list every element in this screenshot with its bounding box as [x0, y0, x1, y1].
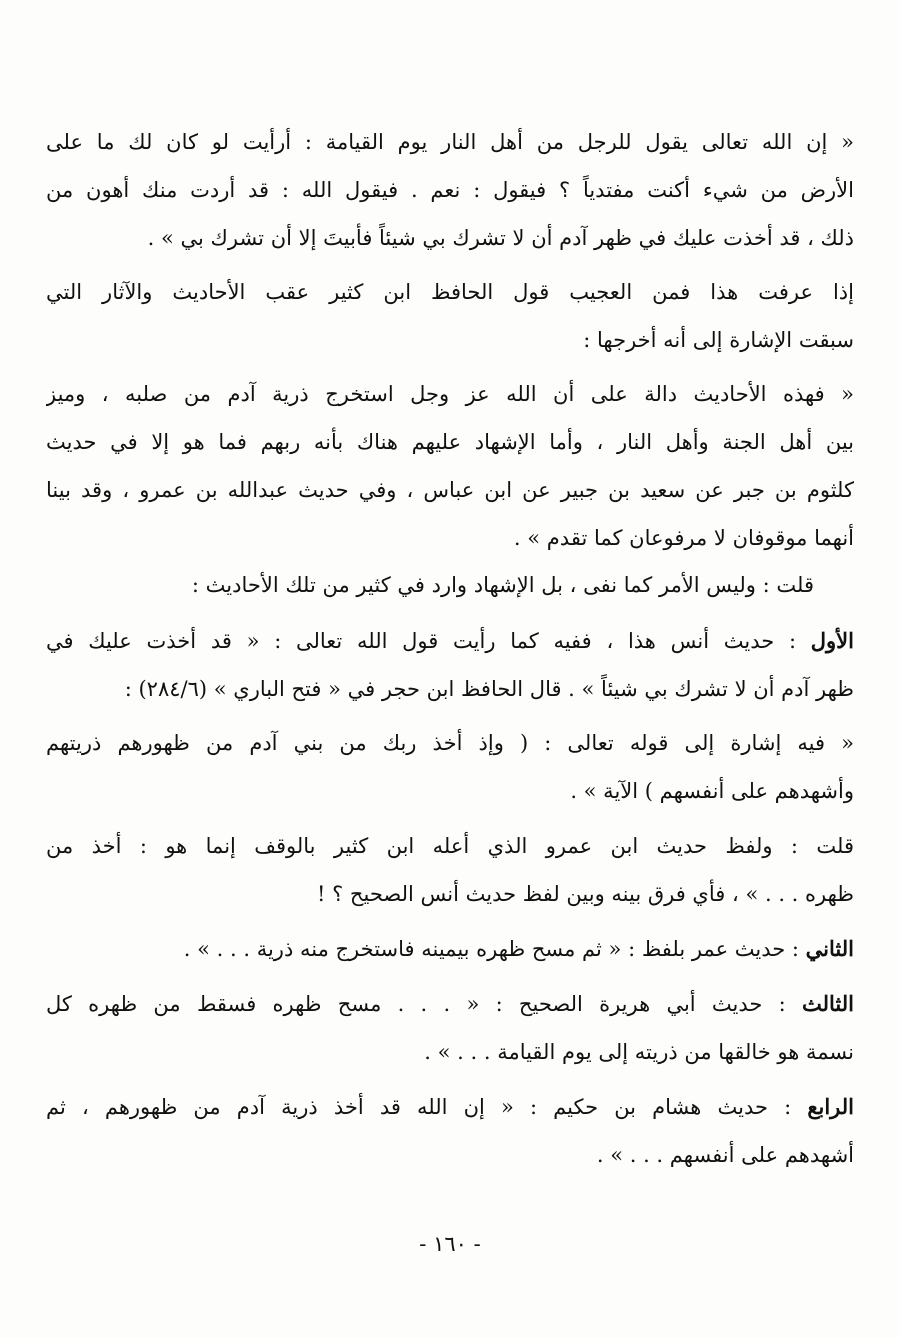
text-segment: : حديث عمر بلفظ : « ثم مسح ظهره بيمينه فاستخرج منه ذرية . . . » .	[183, 937, 806, 961]
text-line: ظهره . . . » ، فأي فرق بينه وبين لفظ حديث أنس الصحيح ؟ !	[317, 882, 854, 906]
text-line: أنهما موقوفان لا مرفوعان كما تقدم » .	[513, 526, 854, 550]
text-segment: : حديث أنس هذا ، ففيه كما رأيت قول الله تعالى : « قد أخذت عليك في	[46, 629, 811, 653]
evidence-heading: الرابع	[807, 1094, 854, 1119]
text-line: ذلك ، قد أخذت عليك في ظهر آدم أن لا تشرك بي شيئاً فأبيتَ إلا أن تشرك بي » .	[147, 226, 854, 250]
text-line: « فهذه الأحاديث دالة على أن الله عز وجل استخرج ذرية آدم من صلبه ، وميز	[46, 382, 854, 406]
text-line	[46, 925, 854, 973]
paragraph-ibn-kathir-quote	[46, 370, 854, 562]
text-segment: : حديث أبي هريرة الصحيح : « . . . مسح ظهره فسقط من ظهره كل	[46, 992, 802, 1016]
text-line	[46, 617, 854, 665]
text-line	[46, 1083, 854, 1131]
paragraph-rebuttal	[46, 561, 854, 609]
text-line: قلت : ولفظ حديث ابن عمرو الذي أعله ابن كثير بالوقف إنما هو : أخذ من	[46, 834, 854, 858]
text-line: الأرض من شيء أكنت مفتدياً ؟ فيقول : نعم . فيقول الله : قد أردت منك أهون من	[46, 178, 854, 202]
text-line: إذا عرفت هذا فمن العجيب قول الحافظ ابن كثير عقب الأحاديث والآثار التي	[46, 280, 854, 304]
paragraph-ibn-hajar-quote	[46, 719, 854, 815]
text-line: ظهر آدم أن لا تشرك بي شيئاً » . قال الحافظ ابن حجر في « فتح الباري » (٢٨٤/٦) :	[124, 677, 854, 701]
paragraph-first-evidence	[46, 617, 854, 713]
paragraph-ibn-kathir-intro	[46, 268, 854, 364]
paragraph-second-evidence	[46, 925, 854, 973]
paragraph-hadith-quote	[46, 118, 854, 262]
text-line	[46, 980, 854, 1028]
text-line: نسمة هو خالقها من ذريته إلى يوم القيامة . . . » .	[424, 1040, 854, 1064]
paragraph-ibn-amr-note	[46, 822, 854, 918]
evidence-heading: الثالث	[802, 991, 854, 1016]
text-line: أشهدهم على أنفسهم . . . » .	[596, 1143, 854, 1167]
text-segment: : حديث هشام بن حكيم : « إن الله قد أخذ ذرية آدم من ظهورهم ، ثم	[46, 1095, 808, 1119]
text-line: وأشهدهم على أنفسهم ) الآية » .	[570, 779, 854, 803]
text-line: بين أهل الجنة وأهل النار ، وأما الإشهاد عليهم هناك بأنه ربهم فما هو إلا في حديث	[46, 430, 854, 454]
text-line: سبقت الإشارة إلى أنه أخرجها :	[583, 328, 854, 352]
paragraph-fourth-evidence	[46, 1083, 854, 1179]
text-line: « إن الله تعالى يقول للرجل من أهل النار يوم القيامة : أرأيت لو كان لك ما على	[46, 130, 854, 154]
evidence-heading: الأول	[810, 628, 854, 653]
text-line: كلثوم بن جبر عن سعيد بن جبير عن ابن عباس ، وفي حديث عبدالله بن عمرو ، وقد بينا	[46, 478, 854, 502]
text-line: قلت : وليس الأمر كما نفى ، بل الإشهاد وارد في كثير من تلك الأحاديث :	[191, 573, 814, 597]
paragraph-third-evidence	[46, 980, 854, 1076]
text-line: « فيه إشارة إلى قوله تعالى : ( وإذ أخذ ربك من بني آدم من ظهورهم ذريتهم	[46, 731, 854, 755]
page-number: - ١٦٠ -	[419, 1232, 481, 1256]
evidence-heading: الثاني	[805, 936, 854, 961]
